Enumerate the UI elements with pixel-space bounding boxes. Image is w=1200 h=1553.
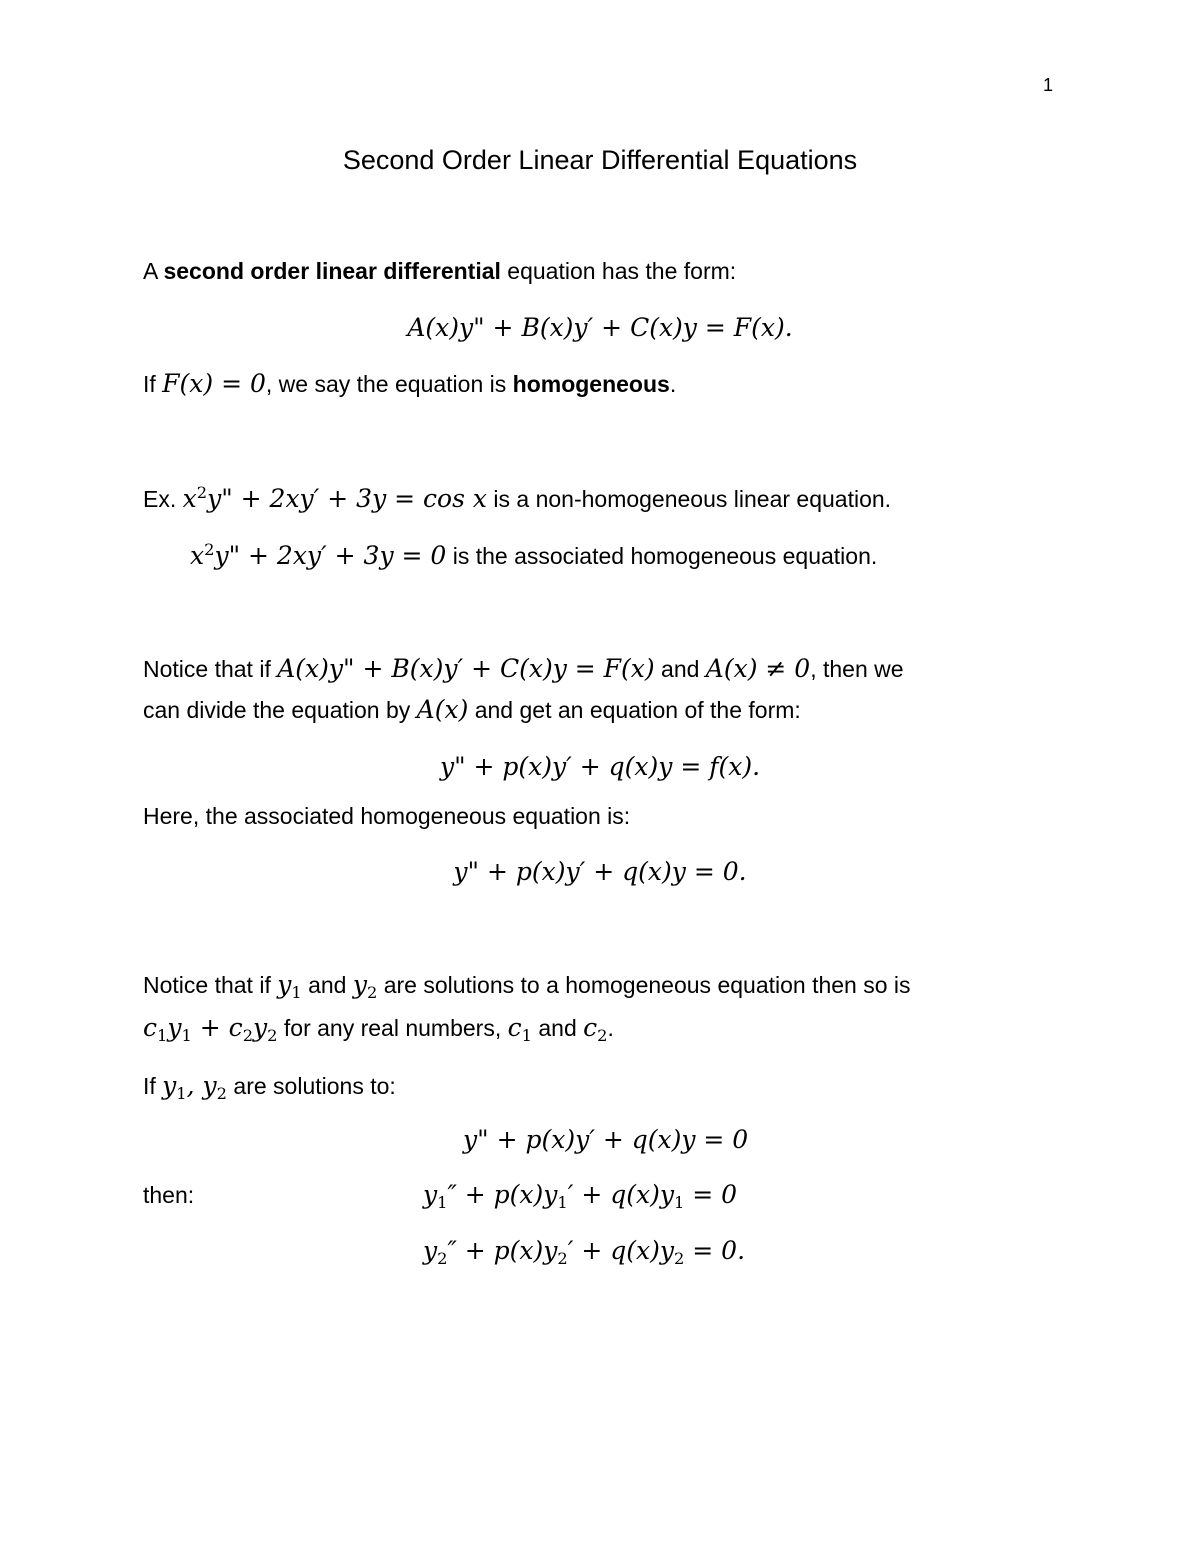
- definition-tail: equation has the form:: [500, 258, 737, 284]
- if-solutions-line: If $y_1$, $y_2$ are solutions to:: [143, 1071, 396, 1103]
- page-number: 1: [1043, 75, 1054, 95]
- definition-paragraph: [143, 258, 736, 286]
- system-equation-1: $y_1'' + p(x)y_1' + q(x)y_1 = 0$: [423, 1180, 738, 1212]
- example-equation-1: $x^2y$" + 2xy′ + 3y = cos x: [182, 483, 487, 513]
- system-equation-0: y" + p(x)y′ + q(x)y = 0: [463, 1125, 749, 1154]
- here-text: Here, the associated homogeneous equation is:: [143, 803, 631, 829]
- homogeneous-definition: [143, 369, 676, 399]
- definition-lead: A: [143, 258, 164, 284]
- homogeneous-term: homogeneous: [512, 371, 670, 397]
- linear-combination: $c_1y_1 + c_2y_2$: [143, 1013, 278, 1045]
- example-label: Ex.: [143, 485, 177, 512]
- y1-symbol: $y_1$: [277, 970, 302, 1002]
- standard-form-equation: y" + p(x)y′ + q(x)y = f(x).: [439, 752, 761, 781]
- c1-symbol: $c_1$: [507, 1013, 532, 1045]
- notice-1-line-2: can divide the equation by A(x) and get an equation of the form:: [143, 695, 801, 724]
- notice-1-line-1: Notice that if A(x)y" + B(x)y′ + C(x)y = F(x) and A(x) ≠ 0, then we: [143, 654, 904, 683]
- example-line-2: [190, 540, 877, 571]
- homogeneous-middle: , we say the equation is: [265, 371, 513, 397]
- homogeneous-math: F(x) = 0: [162, 369, 266, 398]
- notice-1-equation: A(x)y" + B(x)y′ + C(x)y = F(x): [277, 654, 655, 683]
- notice-1-condition: A(x) ≠ 0: [705, 654, 811, 683]
- homogeneous-tail: .: [669, 371, 677, 397]
- then-label: then:: [143, 1182, 195, 1208]
- example-text-2: is the associated homogeneous equation.: [446, 542, 878, 569]
- c2-symbol: $c_2$: [583, 1013, 608, 1045]
- standard-homogeneous-equation: y" + p(x)y′ + q(x)y = 0.: [453, 857, 747, 886]
- example-equation-2: $x^2y$" + 2xy′ + 3y = 0: [190, 540, 447, 570]
- y2-symbol: $y_2$: [352, 970, 378, 1002]
- notice-1-divisor: A(x): [416, 695, 469, 724]
- definition-term: second order linear differential: [163, 258, 501, 284]
- general-form-equation: A(x)y" + B(x)y′ + C(x)y = F(x).: [407, 313, 793, 342]
- page-title: Second Order Linear Differential Equations: [342, 145, 858, 175]
- notice-2-line-1: Notice that if $y_1$ and $y_2$ are solutions to a homogeneous equation then so is: [143, 970, 911, 1002]
- notice-2-line-2: $c_1y_1 + c_2y_2$ for any real numbers, $c_1$ and $c_2$.: [143, 1013, 614, 1045]
- example-text-1: is a non-homogeneous linear equation.: [487, 485, 892, 512]
- y1-y2-symbols: $y_1$, $y_2$: [162, 1071, 228, 1103]
- system-equation-2: $y_2'' + p(x)y_2' + q(x)y_2 = 0$.: [423, 1236, 746, 1268]
- example-line-1: [143, 483, 891, 514]
- homogeneous-lead: If: [143, 371, 163, 397]
